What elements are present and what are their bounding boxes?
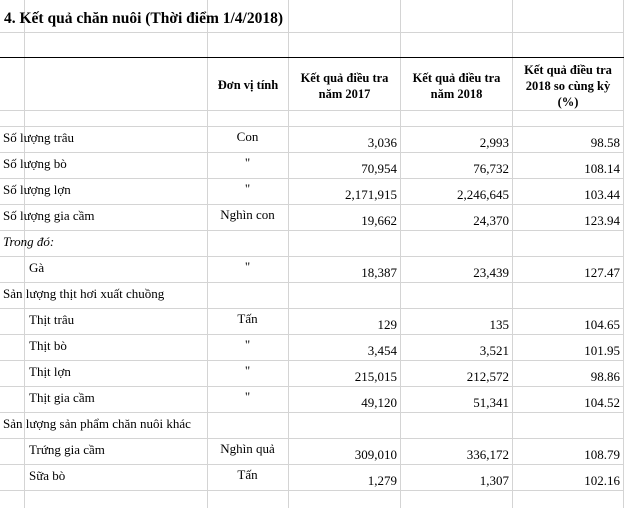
row-label: Số lượng gia cầm: [3, 208, 95, 223]
row-label: Trứng gia cầm: [29, 442, 105, 457]
grid-line: [0, 360, 624, 361]
grid-line: [0, 334, 624, 335]
grid-line: [0, 32, 624, 33]
row-label: Thịt lợn: [29, 364, 71, 379]
row-label: Số lượng trâu: [3, 130, 74, 145]
row-value-2017: 1,279: [367, 473, 397, 488]
grid-line: [0, 282, 624, 283]
header-top-border: [0, 57, 624, 58]
row-value-percent: 104.52: [584, 395, 620, 410]
row-value-percent: 101.95: [584, 343, 620, 358]
row-unit: ": [244, 181, 251, 196]
row-value-2018: 135: [489, 317, 509, 332]
row-value-2018: 2,246,645: [457, 187, 509, 202]
row-unit: Nghìn con: [220, 207, 275, 222]
row-value-percent: 127.47: [584, 265, 620, 280]
row-unit: ": [244, 259, 251, 274]
row-label: Thịt gia cầm: [29, 390, 95, 405]
row-value-percent: 108.14: [584, 161, 620, 176]
row-unit: ": [244, 363, 251, 378]
row-label: Trong đó:: [3, 234, 55, 249]
row-value-2017: 2,171,915: [345, 187, 397, 202]
grid-line: [0, 490, 624, 491]
row-value-2018: 1,307: [479, 473, 509, 488]
row-value-percent: 104.65: [584, 317, 620, 332]
header-unit: Đơn vị tính: [217, 78, 279, 92]
row-value-percent: 123.94: [584, 213, 620, 228]
header-survey-2017-line1: Kết quả điều tra: [300, 71, 389, 85]
row-value-2018: 2,993: [479, 135, 509, 150]
row-label: Sản lượng thịt hơi xuất chuồng: [3, 286, 165, 301]
grid-line: [0, 308, 624, 309]
grid-line: [0, 412, 624, 413]
row-label: Sữa bò: [29, 468, 66, 483]
row-value-2017: 70,954: [361, 161, 397, 176]
header-survey-2018: [401, 70, 512, 102]
row-value-2018: 23,439: [473, 265, 509, 280]
header-survey-2018-line2: năm 2018: [430, 87, 483, 101]
row-unit: ": [244, 155, 251, 170]
row-label: Sản lượng sản phẩm chăn nuôi khác: [3, 416, 191, 431]
row-value-2018: 51,341: [473, 395, 509, 410]
row-value-percent: 98.86: [590, 369, 620, 384]
row-value-2017: 3,036: [367, 135, 397, 150]
row-value-2017: 18,387: [361, 265, 397, 280]
grid-line: [0, 256, 624, 257]
header-comparison: [513, 62, 623, 110]
row-unit: Con: [236, 129, 259, 144]
row-unit: Tấn: [237, 467, 258, 482]
row-label: Số lượng lợn: [3, 182, 71, 197]
grid-line: [0, 110, 624, 111]
row-value-2018: 24,370: [473, 213, 509, 228]
row-value-percent: 102.16: [584, 473, 620, 488]
row-value-percent: 108.79: [584, 447, 620, 462]
page-title: 4. Kết quả chăn nuôi (Thời điểm 1/4/2018): [4, 10, 284, 27]
grid-line: [0, 386, 624, 387]
row-value-2017: 129: [377, 317, 397, 332]
row-unit: ": [244, 389, 251, 404]
row-value-2018: 212,572: [466, 369, 509, 384]
row-value-2017: 309,010: [354, 447, 397, 462]
row-unit: Nghìn quả: [220, 441, 275, 456]
header-survey-2018-line1: Kết quả điều tra: [412, 71, 501, 85]
row-label: Thịt trâu: [29, 312, 75, 327]
grid-line: [0, 230, 624, 231]
grid-line: [0, 204, 624, 205]
grid-line: [0, 178, 624, 179]
row-label: Số lượng bò: [3, 156, 67, 171]
header-comparison-line3: (%): [557, 95, 579, 109]
row-value-percent: 98.58: [590, 135, 620, 150]
row-label: Thịt bò: [29, 338, 67, 353]
row-unit: ": [244, 337, 251, 352]
grid-line: [0, 152, 624, 153]
row-value-2018: 336,172: [466, 447, 509, 462]
row-value-2017: 215,015: [354, 369, 397, 384]
grid-line: [0, 464, 624, 465]
row-value-2017: 3,454: [367, 343, 397, 358]
row-value-2018: 3,521: [479, 343, 509, 358]
header-comparison-line1: Kết quả điều tra: [524, 63, 612, 77]
row-value-percent: 103.44: [584, 187, 620, 202]
grid-line: [0, 438, 624, 439]
row-label: Gà: [29, 260, 45, 275]
header-survey-2017-line2: năm 2017: [318, 87, 371, 101]
row-value-2017: 49,120: [361, 395, 397, 410]
row-value-2017: 19,662: [361, 213, 397, 228]
grid-line: [0, 126, 624, 127]
row-unit: Tấn: [237, 311, 258, 326]
header-survey-2017: [289, 70, 400, 102]
row-value-2018: 76,732: [473, 161, 509, 176]
header-comparison-line2: 2018 so cùng kỳ: [525, 79, 611, 93]
